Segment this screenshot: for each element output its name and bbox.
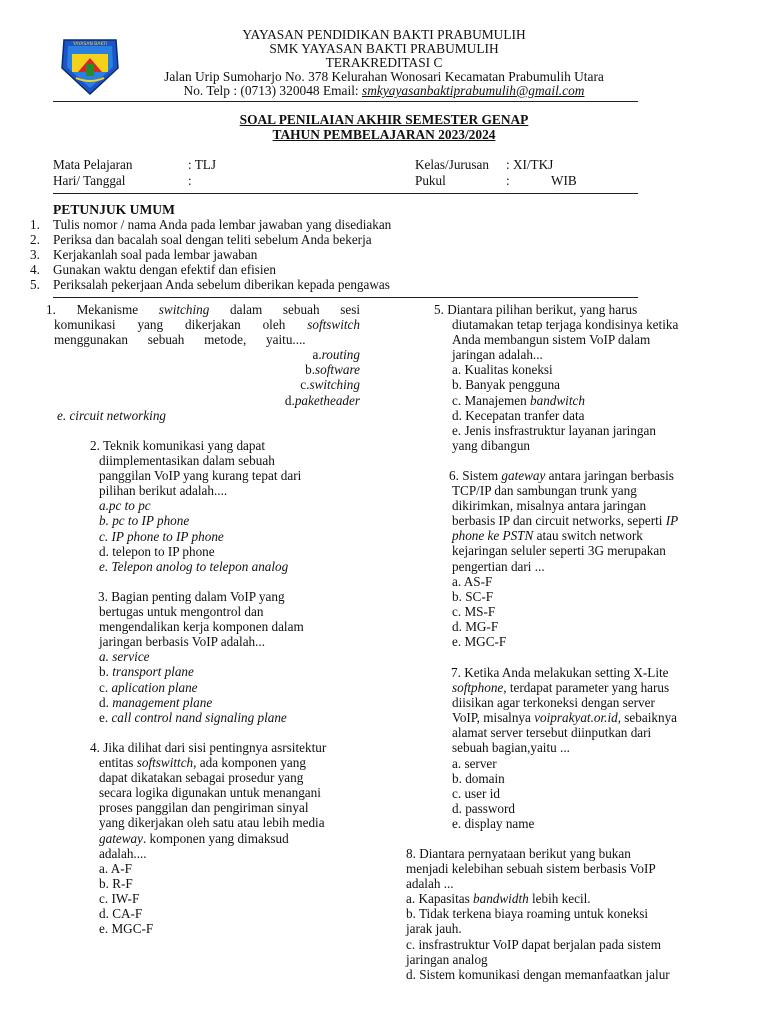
q7-line: diisikan agar terkoneksi dengan server	[452, 695, 655, 711]
q3-line: mengendalikan kerja komponen dalam	[99, 619, 304, 635]
q6-line: TCP/IP dan sambungan trunk yang	[452, 483, 637, 499]
q1-line: komunikasi yang dikerjakan oleh softswitch	[54, 317, 360, 333]
subject-value: : TLJ	[188, 157, 216, 172]
instructions-divider	[53, 297, 638, 298]
q7-line: sebuah bagian,yaitu ...	[452, 740, 570, 756]
q8-option-c-cont: jaringan analog	[406, 951, 488, 967]
q5-option-b: b. Banyak pengguna	[452, 377, 561, 393]
q3-option-b: b. transport plane	[99, 664, 194, 680]
question-1	[46, 302, 360, 408]
q3-line: jaringan berbasis VoIP adalah...	[99, 634, 266, 650]
q7-line: 7. Ketika Anda melakukan setting X-Lite	[451, 665, 669, 680]
q4-option-c: c. IW-F	[99, 890, 140, 906]
q5-line: 5. Diantara pilihan berikut, yang harus	[434, 302, 638, 317]
q6-line: dikirimkan, misalnya antara jaringan	[452, 498, 647, 514]
exam-title: SOAL PENILAIAN AKHIR SEMESTER GENAP	[239, 112, 529, 127]
q4-line: dapat dikatakan sebagai prosedur yang	[99, 770, 304, 786]
question-6	[449, 468, 739, 649]
q4-option-d: d. CA-F	[99, 906, 143, 922]
question-5	[434, 302, 724, 453]
q6-line: 6. Sistem gateway antara jaringan berbasis	[449, 468, 674, 483]
q5-option-e: e. Jenis insfrastruktur layanan jaringan	[452, 422, 656, 438]
q5-option-c: c. Manajemen bandwitch	[452, 392, 585, 408]
q4-line: 4. Jika dilihat dari sisi pentingnya asrsitektur	[90, 740, 327, 755]
q8-line: adalah ...	[406, 876, 454, 892]
q8-option-d: d. Sistem komunikasi dengan memanfaatkan jalur	[406, 966, 670, 982]
q8-option-b: b. Tidak terkena biaya roaming untuk koneksi	[406, 906, 649, 922]
time-colon: :	[506, 173, 510, 188]
header-divider	[53, 101, 638, 102]
header-contact: No. Telp : (0713) 320048 Email: smkyayasanbaktiprabumulih@gmail.com	[183, 83, 585, 98]
q4-option-e: e. MGC-F	[99, 921, 154, 937]
header-line-3: TERAKREDITASI C	[325, 55, 443, 70]
q4-line: proses panggilan dan pengiriman sinyal	[99, 800, 309, 816]
q4-line: entitas softswittch, ada komponen yang	[99, 755, 306, 771]
q1-option-b: b.software	[305, 362, 360, 378]
q6-option-d: d. MG-F	[452, 618, 499, 634]
q2-option-b: b. pc to IP phone	[99, 513, 190, 529]
class-label: Kelas/Jurusan	[415, 157, 489, 172]
q7-line: softphone, terdapat parameter yang harus	[452, 680, 670, 696]
instruction-item: 1. Tulis nomor / nama Anda pada lembar jawaban yang disediakan	[30, 217, 392, 232]
time-unit: WIB	[551, 173, 577, 188]
question-7	[451, 665, 751, 831]
meta-divider	[53, 193, 638, 194]
q4-line: yang dikerjakan oleh satu atau lebih media	[99, 815, 325, 831]
header-line-1: YAYASAN PENDIDIKAN BAKTI PRABUMULIH	[242, 27, 526, 42]
time-label: Pukul	[415, 173, 446, 188]
q3-line: 3. Bagian penting dalam VoIP yang	[98, 589, 285, 604]
q2-line: 2. Teknik komunikasi yang dapat	[90, 438, 266, 453]
q1-option-a: a.routing	[312, 347, 360, 363]
question-3	[98, 589, 378, 725]
q8-option-b-cont: jarak jauh.	[406, 921, 462, 937]
q4-option-b: b. R-F	[99, 875, 133, 891]
q6-option-a: a. AS-F	[452, 573, 493, 589]
q4-option-a: a. A-F	[99, 860, 132, 876]
q7-option-a: a. server	[452, 755, 497, 771]
q7-option-c: c. user id	[452, 785, 500, 801]
q7-line: alamat server tersebut diinputkan dari	[452, 725, 652, 741]
header-line-2: SMK YAYASAN BAKTI PRABUMULIH	[269, 41, 499, 56]
q8-option-c: c. insfrastruktur VoIP dapat berjalan pada sistem	[406, 936, 662, 952]
q5-line: Anda membangun sistem VoIP dalam	[452, 332, 651, 348]
q2-option-a: a.pc to pc	[99, 498, 151, 514]
email-link[interactable]: smkyayasanbaktiprabumulih@gmail.com	[362, 83, 585, 98]
question-4	[90, 740, 380, 936]
q6-option-b: b. SC-F	[452, 588, 494, 604]
question-8	[406, 846, 726, 982]
svg-text:YAYASAN BAKTI: YAYASAN BAKTI	[72, 42, 108, 47]
q1-option-c: c.switching	[300, 377, 360, 393]
q6-option-c: c. MS-F	[452, 603, 496, 619]
q4-line: adalah....	[99, 845, 147, 861]
q3-option-c: c. aplication plane	[99, 679, 198, 695]
q6-line: pengertian dari ...	[452, 558, 545, 574]
instruction-item: 4. Gunakan waktu dengan efektif dan efisien	[30, 262, 277, 277]
q8-line: menjadi kelebihan sebuah sistem berbasis VoIP	[406, 861, 656, 877]
q2-option-c: c. IP phone to IP phone	[99, 528, 224, 544]
q5-option-e-cont: yang dibangun	[452, 437, 531, 453]
q6-line: berbasis IP dan circuit networks, seperti IP	[452, 513, 679, 529]
instruction-item: 5. Periksalah pekerjaan Anda sebelum diberikan kepada pengawas	[30, 277, 390, 292]
q6-line: phone ke PSTN atau switch network	[452, 528, 643, 544]
q3-option-a: a. service	[99, 649, 150, 665]
subject-label: Mata Pelajaran	[53, 157, 133, 172]
q3-option-e: e. call control nand signaling plane	[99, 709, 287, 725]
class-value: : XI/TKJ	[506, 157, 554, 172]
q7-option-b: b. domain	[452, 770, 505, 786]
instructions-title: PETUNJUK UMUM	[53, 202, 175, 217]
q5-line: diutamakan tetap terjaga kondisinya ketika	[452, 317, 679, 333]
exam-year: TAHUN PEMBELAJARAN 2023/2024	[272, 127, 496, 142]
header-address: Jalan Urip Sumoharjo No. 378 Kelurahan Wonosari Kecamatan Prabumulih Utara	[164, 69, 604, 84]
q1-line: 1. Mekanisme switching dalam sebuah sesi	[46, 302, 361, 317]
q3-line: bertugas untuk mengontrol dan	[99, 604, 264, 620]
q8-line: 8. Diantara pernyataan berikut yang bukan	[406, 846, 631, 861]
q6-option-e: e. MGC-F	[452, 634, 507, 650]
school-logo	[58, 34, 122, 98]
q1-option-d: d.paketheader	[284, 392, 360, 408]
q6-line: kejaringan seluler seperti 3G merupakan	[452, 543, 666, 559]
q5-option-d: d. Kecepatan tranfer data	[452, 407, 585, 423]
q4-line: secara logika digunakan untuk menangani	[99, 785, 321, 801]
q4-line: gateway. komponen yang dimaksud	[99, 830, 289, 846]
q1-option-e: e. circuit networking	[57, 408, 167, 423]
day-label: Hari/ Tanggal	[53, 173, 126, 188]
day-value: :	[188, 173, 192, 188]
q1-line: menggunakan sebuah metode, yaitu....	[54, 332, 306, 348]
q2-line: panggilan VoIP yang kurang tepat dari	[99, 468, 302, 484]
question-2	[90, 438, 370, 574]
q5-option-a: a. Kualitas koneksi	[452, 362, 553, 378]
q7-option-e: e. display name	[452, 815, 535, 831]
q2-option-d: d. telepon to IP phone	[99, 543, 215, 559]
q3-option-d: d. management plane	[99, 694, 213, 710]
q8-option-a: a. Kapasitas bandwidth lebih kecil.	[406, 891, 591, 907]
instruction-item: 3. Kerjakanlah soal pada lembar jawaban	[30, 247, 258, 262]
q2-option-e: e. Telepon anolog to telepon analog	[99, 558, 289, 574]
q2-line: diimplementasikan dalam sebuah	[99, 453, 275, 469]
q7-option-d: d. password	[452, 800, 516, 816]
instruction-item: 2. Periksa dan bacalah soal dengan teliti sebelum Anda bekerja	[30, 232, 372, 247]
q7-line: VoIP, misalnya voiprakyat.or.id, sebaiknya	[452, 710, 678, 726]
q2-line: pilihan berikut adalah....	[99, 483, 228, 499]
q5-line: jaringan adalah...	[452, 347, 543, 363]
